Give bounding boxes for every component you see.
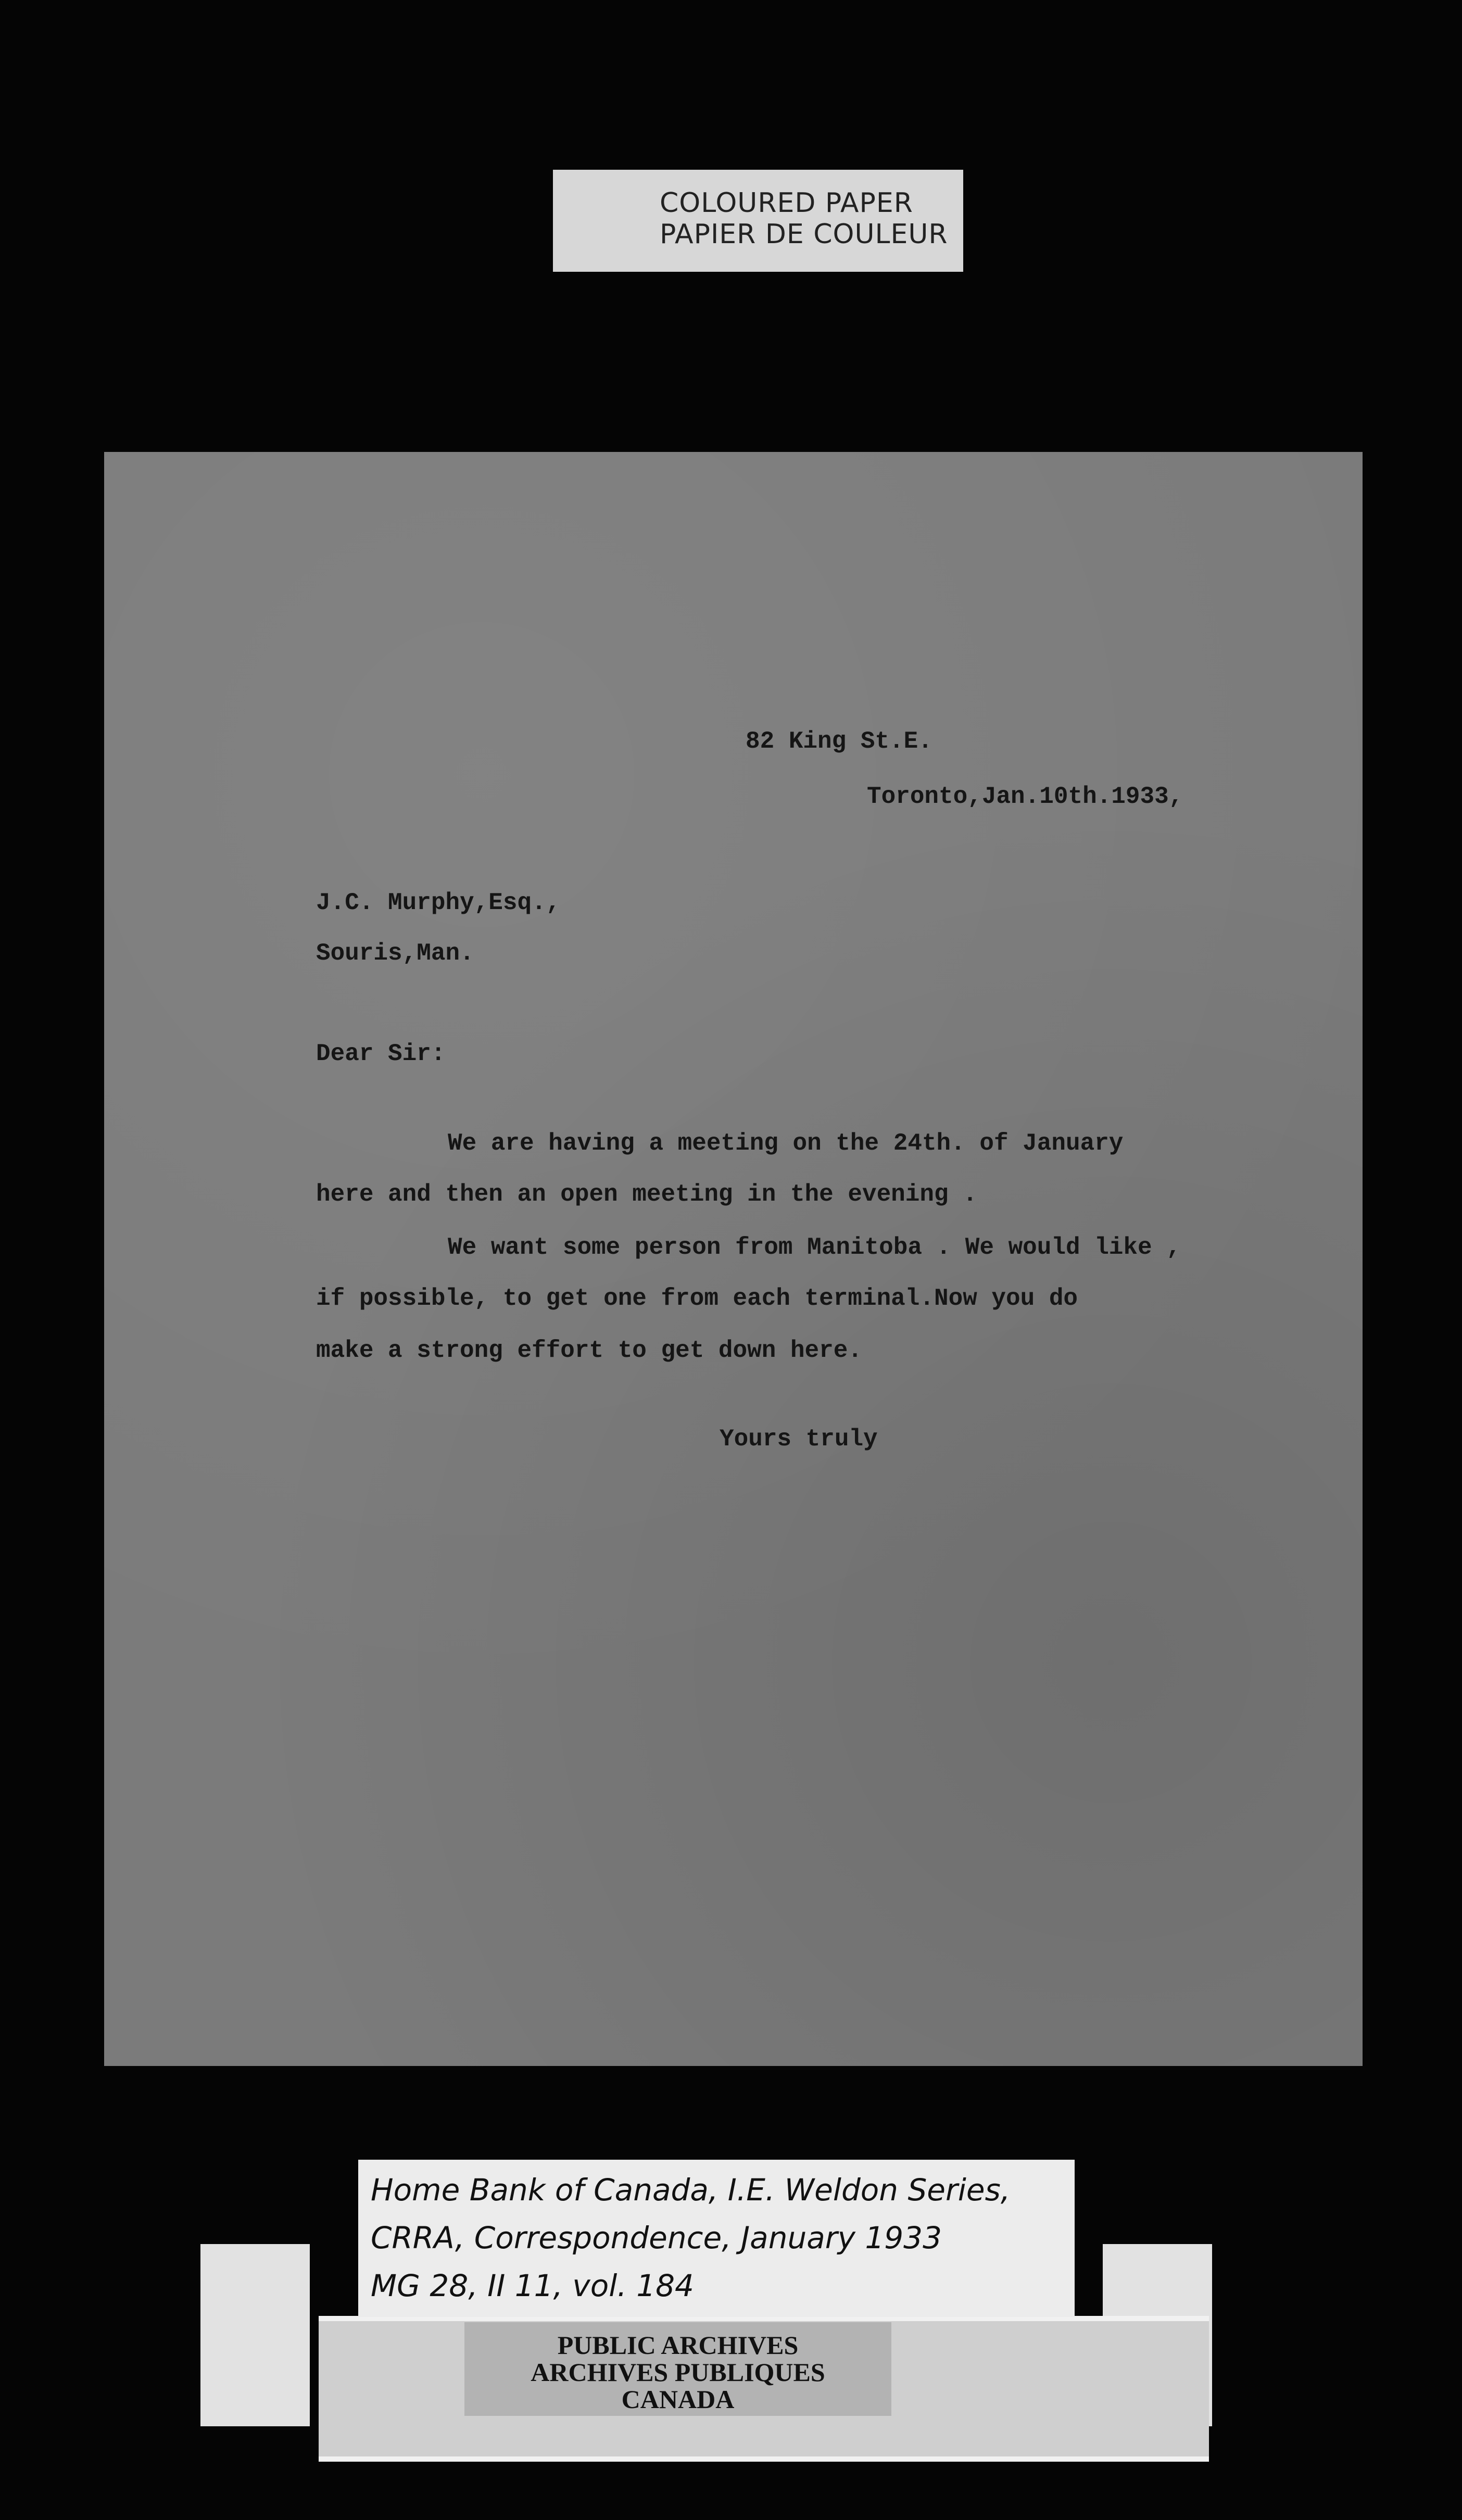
sender-address-date: Toronto,Jan.10th.1933, <box>867 783 1183 810</box>
archive-handwritten-label <box>358 2160 1075 2317</box>
body-line-1: We are having a meeting on the 24th. of January <box>448 1130 1124 1157</box>
body-line-4: if possible, to get one from each terminal.Now you do <box>316 1285 1078 1312</box>
stamp-line3: CANADA <box>621 2385 735 2414</box>
sender-address-street: 82 King St.E. <box>746 728 932 755</box>
closing: Yours truly <box>720 1426 878 1453</box>
stamp-line1: PUBLIC ARCHIVES <box>557 2330 799 2360</box>
coloured-paper-label-line1: COLOURED PAPER <box>660 187 913 219</box>
archive-label-line2: CRRA, Correspondence, January 1933 <box>371 2220 942 2256</box>
recipient-name: J.C. Murphy,Esq., <box>316 889 561 916</box>
archive-label-line3: MG 28, II 11, vol. 184 <box>371 2268 694 2303</box>
recipient-location: Souris,Man. <box>316 940 474 967</box>
public-archives-stamp <box>464 2322 891 2416</box>
body-line-5: make a strong effort to get down here. <box>316 1337 862 1364</box>
salutation: Dear Sir: <box>316 1040 446 1067</box>
stamp-line2: ARCHIVES PUBLIQUES <box>531 2358 825 2387</box>
envelope-tab-left <box>200 2244 310 2426</box>
archive-label-line1: Home Bank of Canada, I.E. Weldon Series, <box>371 2172 1011 2208</box>
body-line-3: We want some person from Manitoba . We would like , <box>448 1234 1181 1261</box>
coloured-paper-label-line2: PAPIER DE COULEUR <box>660 219 948 250</box>
letter-page <box>104 452 1363 2066</box>
body-line-2: here and then an open meeting in the evening . <box>316 1181 977 1208</box>
coloured-paper-label <box>553 170 963 272</box>
